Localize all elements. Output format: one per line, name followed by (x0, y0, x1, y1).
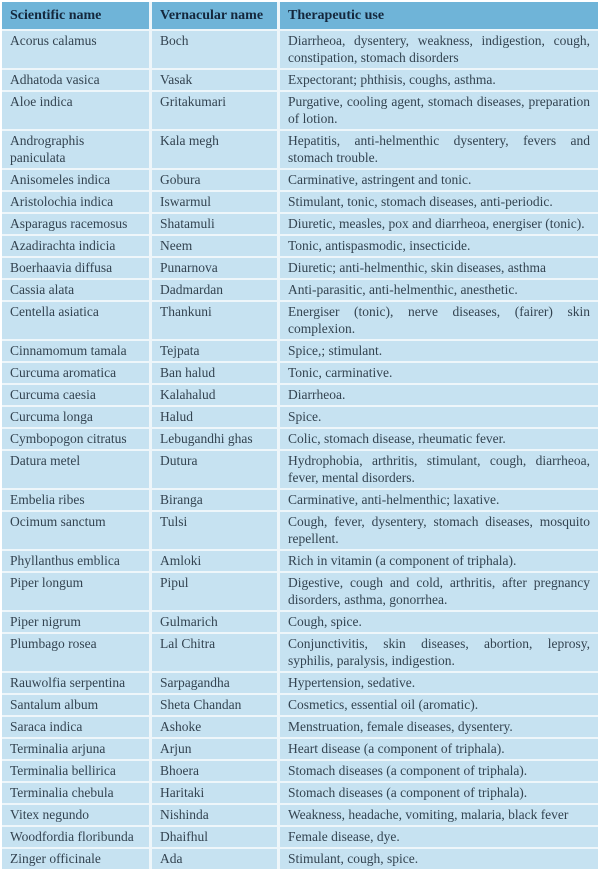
scientific-name-cell: Cassia alata (2, 280, 152, 302)
table-row (2, 512, 598, 551)
table-row (2, 407, 598, 429)
vernacular-name-cell: Biranga (152, 490, 280, 512)
vernacular-name-cell: Dhaifhul (152, 827, 280, 849)
therapeutic-use-cell: Rich in vitamin (a component of triphala). (280, 551, 598, 573)
scientific-name-cell: Andrographis paniculata (2, 131, 152, 170)
therapeutic-use-cell: Hydrophobia, arthritis, stimulant, cough, diarrheoa, fever, mental disorders. (280, 451, 598, 490)
scientific-name-cell: Azadirachta indicia (2, 236, 152, 258)
therapeutic-use-cell: Stomach diseases (a component of triphala). (280, 761, 598, 783)
therapeutic-use-cell: Diarrheoa, dysentery, weakness, indigestion, cough, constipation, stomach disorders (280, 31, 598, 70)
therapeutic-use-cell: Tonic, carminative. (280, 363, 598, 385)
table-row (2, 302, 598, 341)
scientific-name-cell: Adhatoda vasica (2, 70, 152, 92)
table-row (2, 634, 598, 673)
vernacular-name-cell: Haritaki (152, 783, 280, 805)
vernacular-name-cell: Punarnova (152, 258, 280, 280)
vernacular-name-cell: Lal Chitra (152, 634, 280, 673)
scientific-name-cell: Piper longum (2, 573, 152, 612)
scientific-name-cell: Acorus calamus (2, 31, 152, 70)
scientific-name-cell: Boerhaavia diffusa (2, 258, 152, 280)
vernacular-name-cell: Gobura (152, 170, 280, 192)
vernacular-name-cell: Bhoera (152, 761, 280, 783)
therapeutic-use-cell: Conjunctivitis, skin diseases, abortion, leprosy, syphilis, paralysis, indigestion. (280, 634, 598, 673)
vernacular-name-cell: Amloki (152, 551, 280, 573)
therapeutic-use-cell: Diarrheoa. (280, 385, 598, 407)
scientific-name-cell: Asparagus racemosus (2, 214, 152, 236)
header-vernacular-name: Vernacular name (152, 2, 280, 31)
table-body (2, 31, 598, 869)
vernacular-name-cell: Ashoke (152, 717, 280, 739)
therapeutic-use-cell: Energiser (tonic), nerve diseases, (fairer) skin complexion. (280, 302, 598, 341)
table-row (2, 170, 598, 192)
vernacular-name-cell: Lebugandhi ghas (152, 429, 280, 451)
table-row (2, 695, 598, 717)
vernacular-name-cell: Pipul (152, 573, 280, 612)
scientific-name-cell: Cinnamomum tamala (2, 341, 152, 363)
table-row (2, 612, 598, 634)
header-scientific-name: Scientific name (2, 2, 152, 31)
scientific-name-cell: Plumbago rosea (2, 634, 152, 673)
table-row (2, 214, 598, 236)
scientific-name-cell: Vitex negundo (2, 805, 152, 827)
vernacular-name-cell: Shatamuli (152, 214, 280, 236)
table-row (2, 236, 598, 258)
therapeutic-use-cell: Female disease, dye. (280, 827, 598, 849)
vernacular-name-cell: Neem (152, 236, 280, 258)
vernacular-name-cell: Gulmarich (152, 612, 280, 634)
table-row (2, 70, 598, 92)
table-row (2, 429, 598, 451)
vernacular-name-cell: Dutura (152, 451, 280, 490)
table-row (2, 761, 598, 783)
table-row (2, 783, 598, 805)
scientific-name-cell: Rauwolfia serpentina (2, 673, 152, 695)
therapeutic-use-cell: Purgative, cooling agent, stomach diseases, preparation of lotion. (280, 92, 598, 131)
therapeutic-use-cell: Menstruation, female diseases, dysentery. (280, 717, 598, 739)
therapeutic-use-cell: Expectorant; phthisis, coughs, asthma. (280, 70, 598, 92)
vernacular-name-cell: Boch (152, 31, 280, 70)
table-row (2, 573, 598, 612)
therapeutic-use-cell: Digestive, cough and cold, arthritis, after pregnancy disorders, asthma, gonorrhea. (280, 573, 598, 612)
scientific-name-cell: Terminalia bellirica (2, 761, 152, 783)
scientific-name-cell: Ocimum sanctum (2, 512, 152, 551)
vernacular-name-cell: Ada (152, 849, 280, 869)
therapeutic-use-cell: Diuretic, measles, pox and diarrheoa, energiser (tonic). (280, 214, 598, 236)
scientific-name-cell: Saraca indica (2, 717, 152, 739)
table-row (2, 739, 598, 761)
vernacular-name-cell: Ban halud (152, 363, 280, 385)
therapeutic-use-cell: Heart disease (a component of triphala). (280, 739, 598, 761)
therapeutic-use-cell: Tonic, antispasmodic, insecticide. (280, 236, 598, 258)
table-row (2, 490, 598, 512)
vernacular-name-cell: Tulsi (152, 512, 280, 551)
scientific-name-cell: Cymbopogon citratus (2, 429, 152, 451)
table-row (2, 673, 598, 695)
table-row (2, 451, 598, 490)
table-row (2, 717, 598, 739)
vernacular-name-cell: Dadmardan (152, 280, 280, 302)
scientific-name-cell: Woodfordia floribunda (2, 827, 152, 849)
vernacular-name-cell: Vasak (152, 70, 280, 92)
scientific-name-cell: Terminalia chebula (2, 783, 152, 805)
scientific-name-cell: Aloe indica (2, 92, 152, 131)
table-row (2, 258, 598, 280)
therapeutic-use-cell: Stimulant, cough, spice. (280, 849, 598, 869)
scientific-name-cell: Aristolochia indica (2, 192, 152, 214)
table-row (2, 827, 598, 849)
therapeutic-use-cell: Cough, spice. (280, 612, 598, 634)
header-row (2, 2, 598, 31)
scientific-name-cell: Anisomeles indica (2, 170, 152, 192)
table-row (2, 92, 598, 131)
scientific-name-cell: Curcuma caesia (2, 385, 152, 407)
vernacular-name-cell: Sheta Chandan (152, 695, 280, 717)
therapeutic-use-cell: Cosmetics, essential oil (aromatic). (280, 695, 598, 717)
scientific-name-cell: Piper nigrum (2, 612, 152, 634)
therapeutic-use-cell: Spice. (280, 407, 598, 429)
scientific-name-cell: Zinger officinale (2, 849, 152, 869)
table-row (2, 280, 598, 302)
scientific-name-cell: Datura metel (2, 451, 152, 490)
scientific-name-cell: Terminalia arjuna (2, 739, 152, 761)
therapeutic-use-cell: Anti-parasitic, anti-helmenthic, anesthetic. (280, 280, 598, 302)
table-row (2, 551, 598, 573)
therapeutic-use-cell: Carminative, astringent and tonic. (280, 170, 598, 192)
therapeutic-use-cell: Colic, stomach disease, rheumatic fever. (280, 429, 598, 451)
table-row (2, 31, 598, 70)
vernacular-name-cell: Kalahalud (152, 385, 280, 407)
vernacular-name-cell: Nishinda (152, 805, 280, 827)
table-row (2, 805, 598, 827)
vernacular-name-cell: Arjun (152, 739, 280, 761)
table-row (2, 341, 598, 363)
vernacular-name-cell: Tejpata (152, 341, 280, 363)
therapeutic-use-cell: Hepatitis, anti-helmenthic dysentery, fevers and stomach trouble. (280, 131, 598, 170)
therapeutic-use-cell: Stimulant, tonic, stomach diseases, anti-periodic. (280, 192, 598, 214)
table-row (2, 131, 598, 170)
scientific-name-cell: Santalum album (2, 695, 152, 717)
therapeutic-use-cell: Diuretic; anti-helmenthic, skin diseases, asthma (280, 258, 598, 280)
vernacular-name-cell: Iswarmul (152, 192, 280, 214)
scientific-name-cell: Embelia ribes (2, 490, 152, 512)
scientific-name-cell: Curcuma longa (2, 407, 152, 429)
scientific-name-cell: Phyllanthus emblica (2, 551, 152, 573)
therapeutic-use-cell: Weakness, headache, vomiting, malaria, black fever (280, 805, 598, 827)
table-row (2, 385, 598, 407)
scientific-name-cell: Centella asiatica (2, 302, 152, 341)
table-row (2, 849, 598, 869)
therapeutic-use-cell: Hypertension, sedative. (280, 673, 598, 695)
table-row (2, 363, 598, 385)
therapeutic-use-cell: Cough, fever, dysentery, stomach diseases, mosquito repellent. (280, 512, 598, 551)
vernacular-name-cell: Gritakumari (152, 92, 280, 131)
header-therapeutic-use: Therapeutic use (280, 2, 598, 31)
vernacular-name-cell: Sarpagandha (152, 673, 280, 695)
therapeutic-use-cell: Carminative, anti-helmenthic; laxative. (280, 490, 598, 512)
therapeutic-use-cell: Spice,; stimulant. (280, 341, 598, 363)
therapeutic-use-cell: Stomach diseases (a component of triphala). (280, 783, 598, 805)
vernacular-name-cell: Thankuni (152, 302, 280, 341)
table-row (2, 192, 598, 214)
vernacular-name-cell: Kala megh (152, 131, 280, 170)
scientific-name-cell: Curcuma aromatica (2, 363, 152, 385)
vernacular-name-cell: Halud (152, 407, 280, 429)
